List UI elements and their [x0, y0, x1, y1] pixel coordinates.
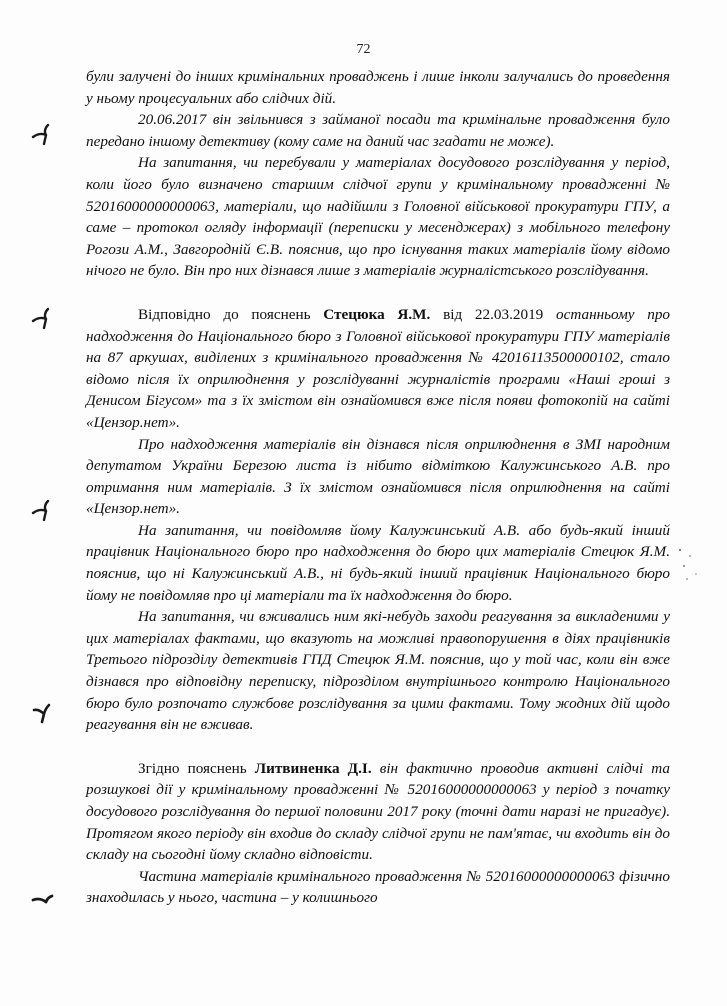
paragraph-case-materials: Частина матеріалів кримінального провадження № 52016000000000063 фізично знаходилась у нього, частина – у колишнього: [86, 867, 670, 907]
paragraph-lead-text: Відповідно до пояснень: [138, 305, 311, 323]
handwritten-checkmark-icon: [30, 888, 58, 914]
paragraph-gap: [86, 282, 670, 304]
paragraph-lead-text: Згідно пояснень: [138, 759, 247, 777]
explanation-date: від 22.03.2019: [443, 305, 544, 323]
paragraph-body-text: він фактично проводив активні слідчі та розшукові дії у кримінальному провадженні № 52016000000000063 у період з початку досудового розслідування до першої половини 2017 року (точні дати наразі не пригадує). Протягом якого періоду він входив до складу слідчої групи не пам'ятає, чи входить він до складу на сьогодні йому складно відповісти.: [86, 759, 671, 864]
document-body: [86, 66, 670, 909]
paragraph-body-text: останньому про надходження до Національного бюро з Головної військової прокуратури ГПУ матеріалів на 87 аркушах, виділених з кримінального провадження № 42016113500000102, стало відомо після їх оприлюднення у розслідуванні журналістів програми «Наші гроші з Денисом Бігусом» та з їх змістом він ознайомився вже після появи фотокопій на сайті «Цензор.нет».: [86, 305, 671, 431]
paragraph-media-publication: Про надходження матеріалів він дізнався після оприлюднення в ЗМІ народним депутатом України Березою листа із нібито відміткою Калужинського А.В. про отримання ним матеріалів. З їх змістом ознайомився після оприлюднення на сайті «Цензор.нет».: [86, 435, 670, 518]
paragraph-question-response: На запитання, чи вживались ним які-небудь заходи реагування за викладеними у цих матеріалах фактами, що вказують на можливі правопорушення в діях працівників Третього підрозділу детективів ГПД Стецюк Я.М. пояснив, що у той час, коли він вже дізнався про відповідну переписку, підрозділом внутрішнього контролю Національного бюро було розпочато службове розслідування за цими фактами. Тому жодних дій щодо реагування він не вживав.: [86, 608, 670, 734]
paragraph-dismissal: 20.06.2017 він звільнився з займаної посади та кримінальне провадження було передано іншому детективу (кому саме на даний час згадати не може).: [86, 111, 670, 150]
handwritten-checkmark-icon: [30, 498, 58, 524]
handwritten-checkmark-icon: [30, 700, 58, 726]
paragraph-stetsiuk-explanation: [86, 304, 670, 434]
paragraph-lytvynenko-explanation: [86, 758, 670, 866]
scan-specks: [676, 544, 706, 584]
handwritten-checkmark-icon: [30, 122, 58, 148]
person-name: Литвиненка Д.І.: [254, 759, 372, 777]
handwritten-checkmark-icon: [30, 306, 58, 332]
paragraph-continuation: були залучені до інших кримінальних проваджень і лише інколи залучались до проведення у ньому процесуальних або слідчих дій.: [86, 68, 670, 107]
paragraph-gap: [86, 736, 670, 758]
paragraph-question-notification: На запитання, чи повідомляв йому Калужинський А.В. або будь-який інший працівник Національного бюро про надходження до бюро цих матеріалів Стецюк Я.М. пояснив, що ні Калужинський А.В., ні будь-який інший працівник Національного бюро йому не повідомляв про ці матеріали та їх надходження до бюро.: [86, 521, 670, 604]
person-name: Стецюка Я.М.: [323, 305, 431, 323]
page-number: 72: [356, 42, 371, 57]
paragraph-question-materials: На запитання, чи перебували у матеріалах досудового розслідування у період, коли його було визначено старшим слідчої групи у кримінальному провадженні № 52016000000000063, матеріали, що надійшли з Головної військової прокуратури ГПУ, а саме – протокол огляду інформації (переписки у месенджерах) з мобільного телефону Рогози А.М., Завгородній Є.В. пояснив, що про існування таких матеріалів йому відомо нічого не було. Він про них дізнався лише з матеріалів журналістського розслідування.: [86, 154, 670, 280]
